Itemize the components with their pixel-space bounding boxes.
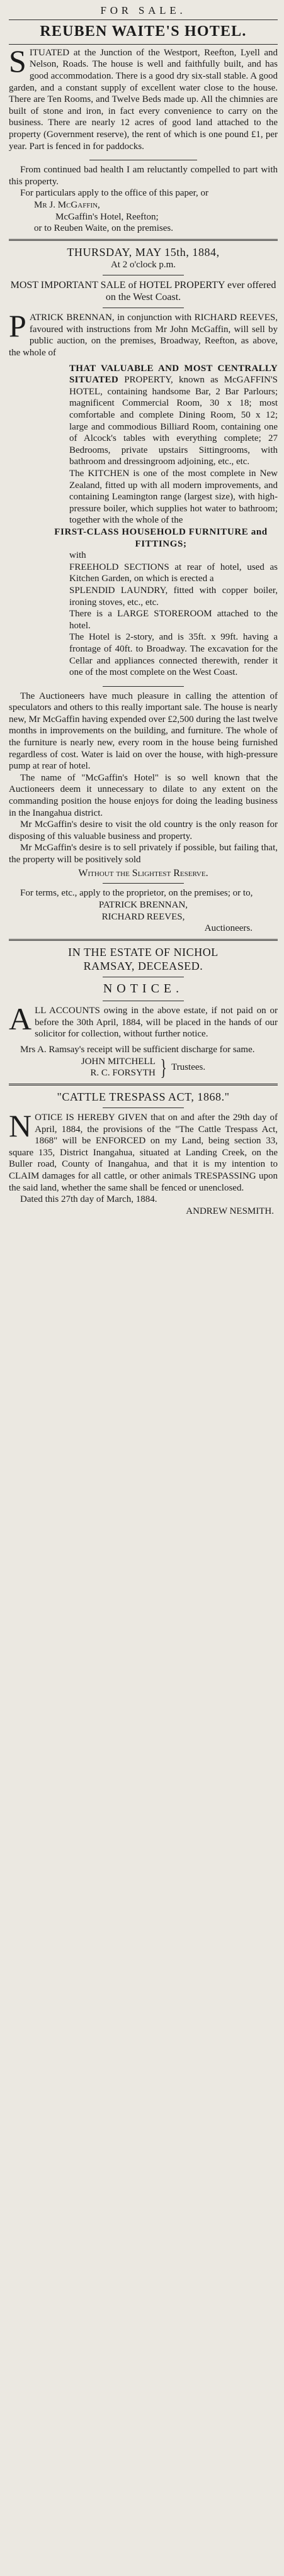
section-divider (9, 939, 278, 941)
short-divider (103, 686, 183, 687)
act-title: "CATTLE TRESPASS ACT, 1868." (57, 1090, 230, 1103)
trustee-name: JOHN MITCHELL (81, 1056, 156, 1067)
ad-body (9, 43, 278, 152)
act-body (9, 1108, 278, 1194)
contact-line: McGaffin's Hotel, Reefton; (55, 211, 159, 222)
estate-title: IN THE ESTATE OF NICHOL (68, 945, 219, 958)
lot-item: There is a LARGE STOREROOM attached to the hotel. (69, 609, 278, 631)
contact-line: Mr J. McGaffin, (34, 199, 100, 210)
contact-line: or to Reuben Waite, on the premises. (34, 223, 173, 234)
sale-headline: MOST IMPORTANT SALE of HOTEL PROPERTY ever offered on the West Coast. (10, 279, 276, 303)
auctioneer-name: PATRICK BRENNAN, (98, 900, 188, 911)
lot-item: FREEHOLD SECTIONS at rear of hotel, used as Kitchen Garden, on which is erected a (69, 562, 278, 584)
section-divider (9, 239, 278, 241)
lot-lead: THAT VALUABLE AND MOST CENTRALLY SITUATED (69, 363, 278, 386)
drop-cap: P (9, 308, 26, 344)
lot-item (9, 363, 278, 468)
lot-item: SPLENDID LAUNDRY, fitted with copper boiler, ironing stoves, etc., etc. (69, 585, 278, 608)
ad-mcgaffins-hotel-auction (9, 245, 278, 935)
lot-item: with (69, 550, 86, 561)
section-divider (9, 1084, 278, 1085)
ad-paragraph: For terms, etc., apply to the proprietor, on the premises; or to, (20, 888, 253, 899)
sale-date: THURSDAY, MAY 15th, 1884, (67, 245, 220, 258)
short-divider (103, 883, 183, 884)
divider (9, 19, 278, 20)
trustees-block (9, 1056, 278, 1079)
ad-ramsay-estate (9, 945, 278, 1079)
estate-title: RAMSAY, DECEASED. (83, 960, 203, 973)
drop-cap: N (9, 1108, 32, 1144)
trustee-name: R. C. FORSYTH (90, 1068, 156, 1079)
ad-kicker: FOR SALE. (100, 4, 186, 16)
signer-name: ANDREW NESMITH. (186, 1206, 274, 1216)
ad-paragraph: The Auctioneers have much pleasure in calling the attention of speculators and others to this really important sale. The house is nearly new, Mr McGaffin having expended over £2,500 during the last twelve months in improvements on the building, and furniture. The whole of the furniture is nearly new, every room in the house being furnished regardless of cost. Water is laid on over the house, with high-pressure pump at rear of hotel. (9, 691, 278, 772)
ad-paragraph: Mrs A. Ramsay's receipt will be sufficient discharge for same. (20, 1045, 255, 1055)
ad-paragraph: Mr McGaffin's desire is to sell privately if possible, but failing that, the property will be positively sold (9, 843, 278, 865)
ad-paragraph: The name of "McGaffin's Hotel" is so well known that the Auctioneers deem it unnecessary to dilate to any extent on the commanding position the house enjoys for doing the leading business in the Inangahua district. (9, 772, 278, 818)
trustees-label: Trustees. (171, 1062, 206, 1072)
estate-body-text: LL ACCOUNTS owing in the above estate, if not paid on or before the 30th April, 1884, will be placed in the hands of our solicitor for collection, without further notice. (35, 1006, 278, 1040)
lot-lead: FIRST-CLASS HOUSEHOLD FURNITURE and FITTINGS; (54, 526, 268, 549)
auctioneers-label: Auctioneers. (204, 923, 253, 934)
estate-body (9, 1001, 278, 1040)
lot-item: The KITCHEN is one of the most complete in New Zealand, fitted up with all modern improvements, and containing Leamington range (largest size), with high-pressure boiler, which supplies hot water to bathroom; together with the whole of the (69, 469, 278, 526)
auctioneer-name: RICHARD REEVES, (101, 911, 185, 922)
drop-cap: S (9, 43, 26, 79)
ad-title: REUBEN WAITE'S HOTEL. (40, 23, 247, 40)
sale-time: At 2 o'clock p.m. (110, 260, 176, 270)
lot-item: The Hotel is 2-story, and is 35ft. x 99ft. having a frontage of 40ft. to Broadway. The excavation for the Cellar and appliances connected therewith, render it one of the most complete on the West Coast. (69, 632, 278, 678)
auction-intro (9, 308, 278, 358)
auction-intro-text: ATRICK BRENNAN, in conjunction with RICHARD REEVES, favoured with instructions from Mr John McGaffin, will sell by public auction, on the premises, Broadway, Reefton, as above, the whole of (9, 313, 278, 358)
act-body-text: OTICE IS HEREBY GIVEN that on and after the 29th day of April, 1884, the provisions of the "The Cattle Trespass Act, 1868" will be ENFORCED on my Land, being section 33, square 135, District Inangahua, situated at Landing Creek, on the Buller road, County of Inangahua, and that it is my intention to CLAIM damages for all cattle, or other animals TRESPASSING upon the said land, whether the same shall be fenced or unenclosed. (9, 1113, 278, 1193)
ad-cattle-trespass-act (9, 1090, 278, 1218)
ad-paragraph: Mr McGaffin's desire to visit the old country is the only reason for disposing of this valuable business and property. (9, 819, 278, 841)
ad-paragraph: From continued bad health I am reluctantly compelled to part with this property. (9, 165, 278, 187)
divider (9, 44, 278, 45)
ad-reuben-waites-hotel (9, 4, 278, 235)
dated-line: Dated this 27th day of March, 1884. (20, 1194, 157, 1205)
brace-icon: } (160, 1055, 167, 1080)
ad-body-text: ITUATED at the Junction of the Westport, Reefton, Lyell and Nelson, Roads. The house is well and faithfully built, and has good accommodation. There is a good dry six-stall stable. A good garden, and a constant supply of excellent water close to the house. There are Ten Rooms, and Twelve Beds made up. All the chimnies are built of stone and iron, in fact every convenience to carry on the business. There are nearly 12 acres of good land attached to the property (Government reserve), the rent of which is one pound £1, per year. Part is fenced in for paddocks. (9, 47, 278, 152)
reserve-line: Without the Slightest Reserve. (78, 867, 208, 879)
lot-text: PROPERTY, known as McGAFFIN'S HOTEL, containing handsome Bar, 2 Bar Parlours; magnificent Commercial Room, 30 x 18; most comfortable and complete Dining Room, 50 x 12; large and commodious Billiard Room, containing one of Alcock's tables with everything complete; 27 Bedrooms, private upstairs Sittingrooms, with bathroom and dressingroom adjoining, etc., etc. (69, 375, 278, 467)
notice-heading: NOTICE. (103, 982, 184, 996)
ad-paragraph: For particulars apply to the office of this paper, or (20, 188, 209, 199)
drop-cap: A (9, 1001, 32, 1037)
